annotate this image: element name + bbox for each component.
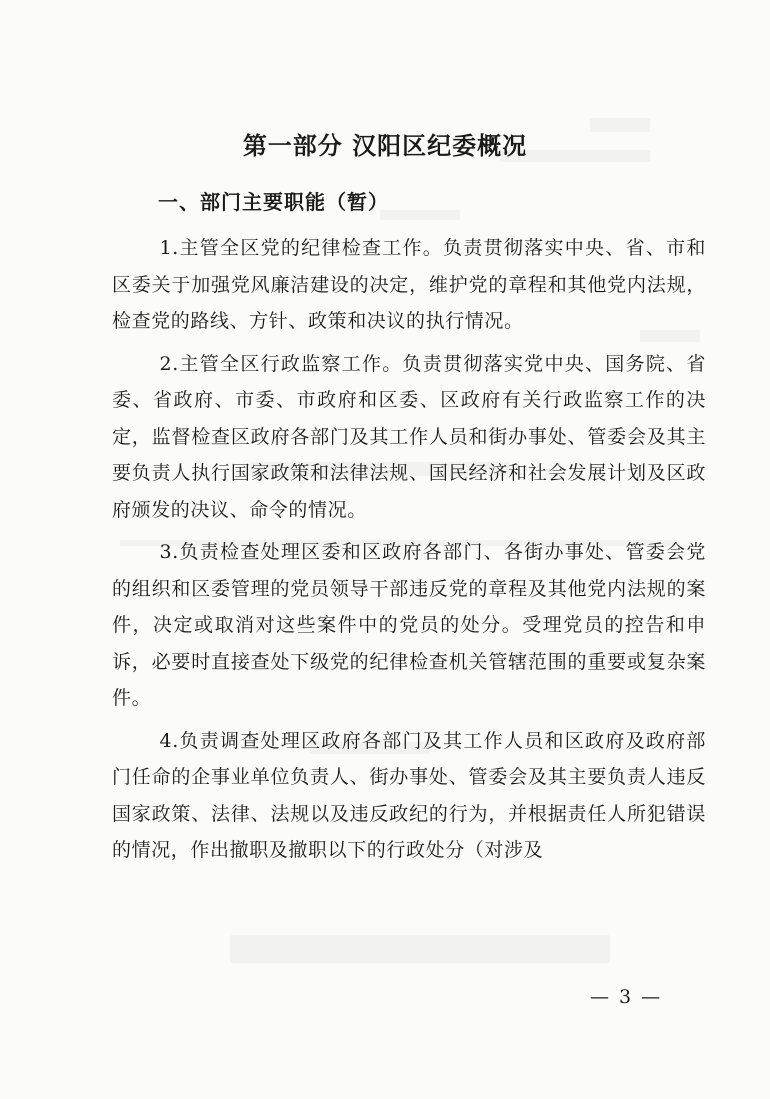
paragraph-1: 1.主管全区党的纪律检查工作。负责贯彻落实中央、省、市和区委关于加强党风廉洁建设的决定，维护党的章程和其他党内法规，检查党的路线、方针、政策和决议的执行情况。 — [112, 237, 706, 332]
bleed-through-mark — [230, 935, 610, 963]
paragraph-3: 3.负责检查处理区委和区政府各部门、各街办事处、管委会党的组织和区委管理的党员领导干部违反党的章程及其他党内法规的案件，决定或取消对这些案件中的党员的处分。受理党员的控告和申诉，必要时直接查处下级党的纪律检查机关管辖范围的重要或复杂案件。 — [112, 541, 706, 709]
page-title: 第一部分 汉阳区纪委概况 — [242, 132, 528, 161]
paragraph-2: 2.主管全区行政监察工作。负责贯彻落实党中央、国务院、省委、省政府、市委、市政府和区委、区政府有关行政监察工作的决定，监督检查区政府各部门及其工作人员和街办事处、管委会及其主要负责人执行国家政策和法律法规、国民经济和社会发展计划及区政府颁发的决议、命令的情况。 — [112, 352, 706, 521]
section-heading: 一、部门主要职能（暂） — [158, 190, 389, 214]
paragraph-4: 4.负责调查处理区政府各部门及其工作人员和区政府及政府部门任命的企事业单位负责人、街办事处、管委会及其主要负责人违反国家政策、法律、法规以及违反政纪的行为，并根据责任人所犯错误的情况，作出撤职及撤职以下的行政处分（对涉及 — [112, 729, 706, 861]
page-number: — 3 — — [590, 986, 663, 1008]
bleed-through-mark — [380, 210, 460, 220]
body-text — [112, 230, 706, 869]
